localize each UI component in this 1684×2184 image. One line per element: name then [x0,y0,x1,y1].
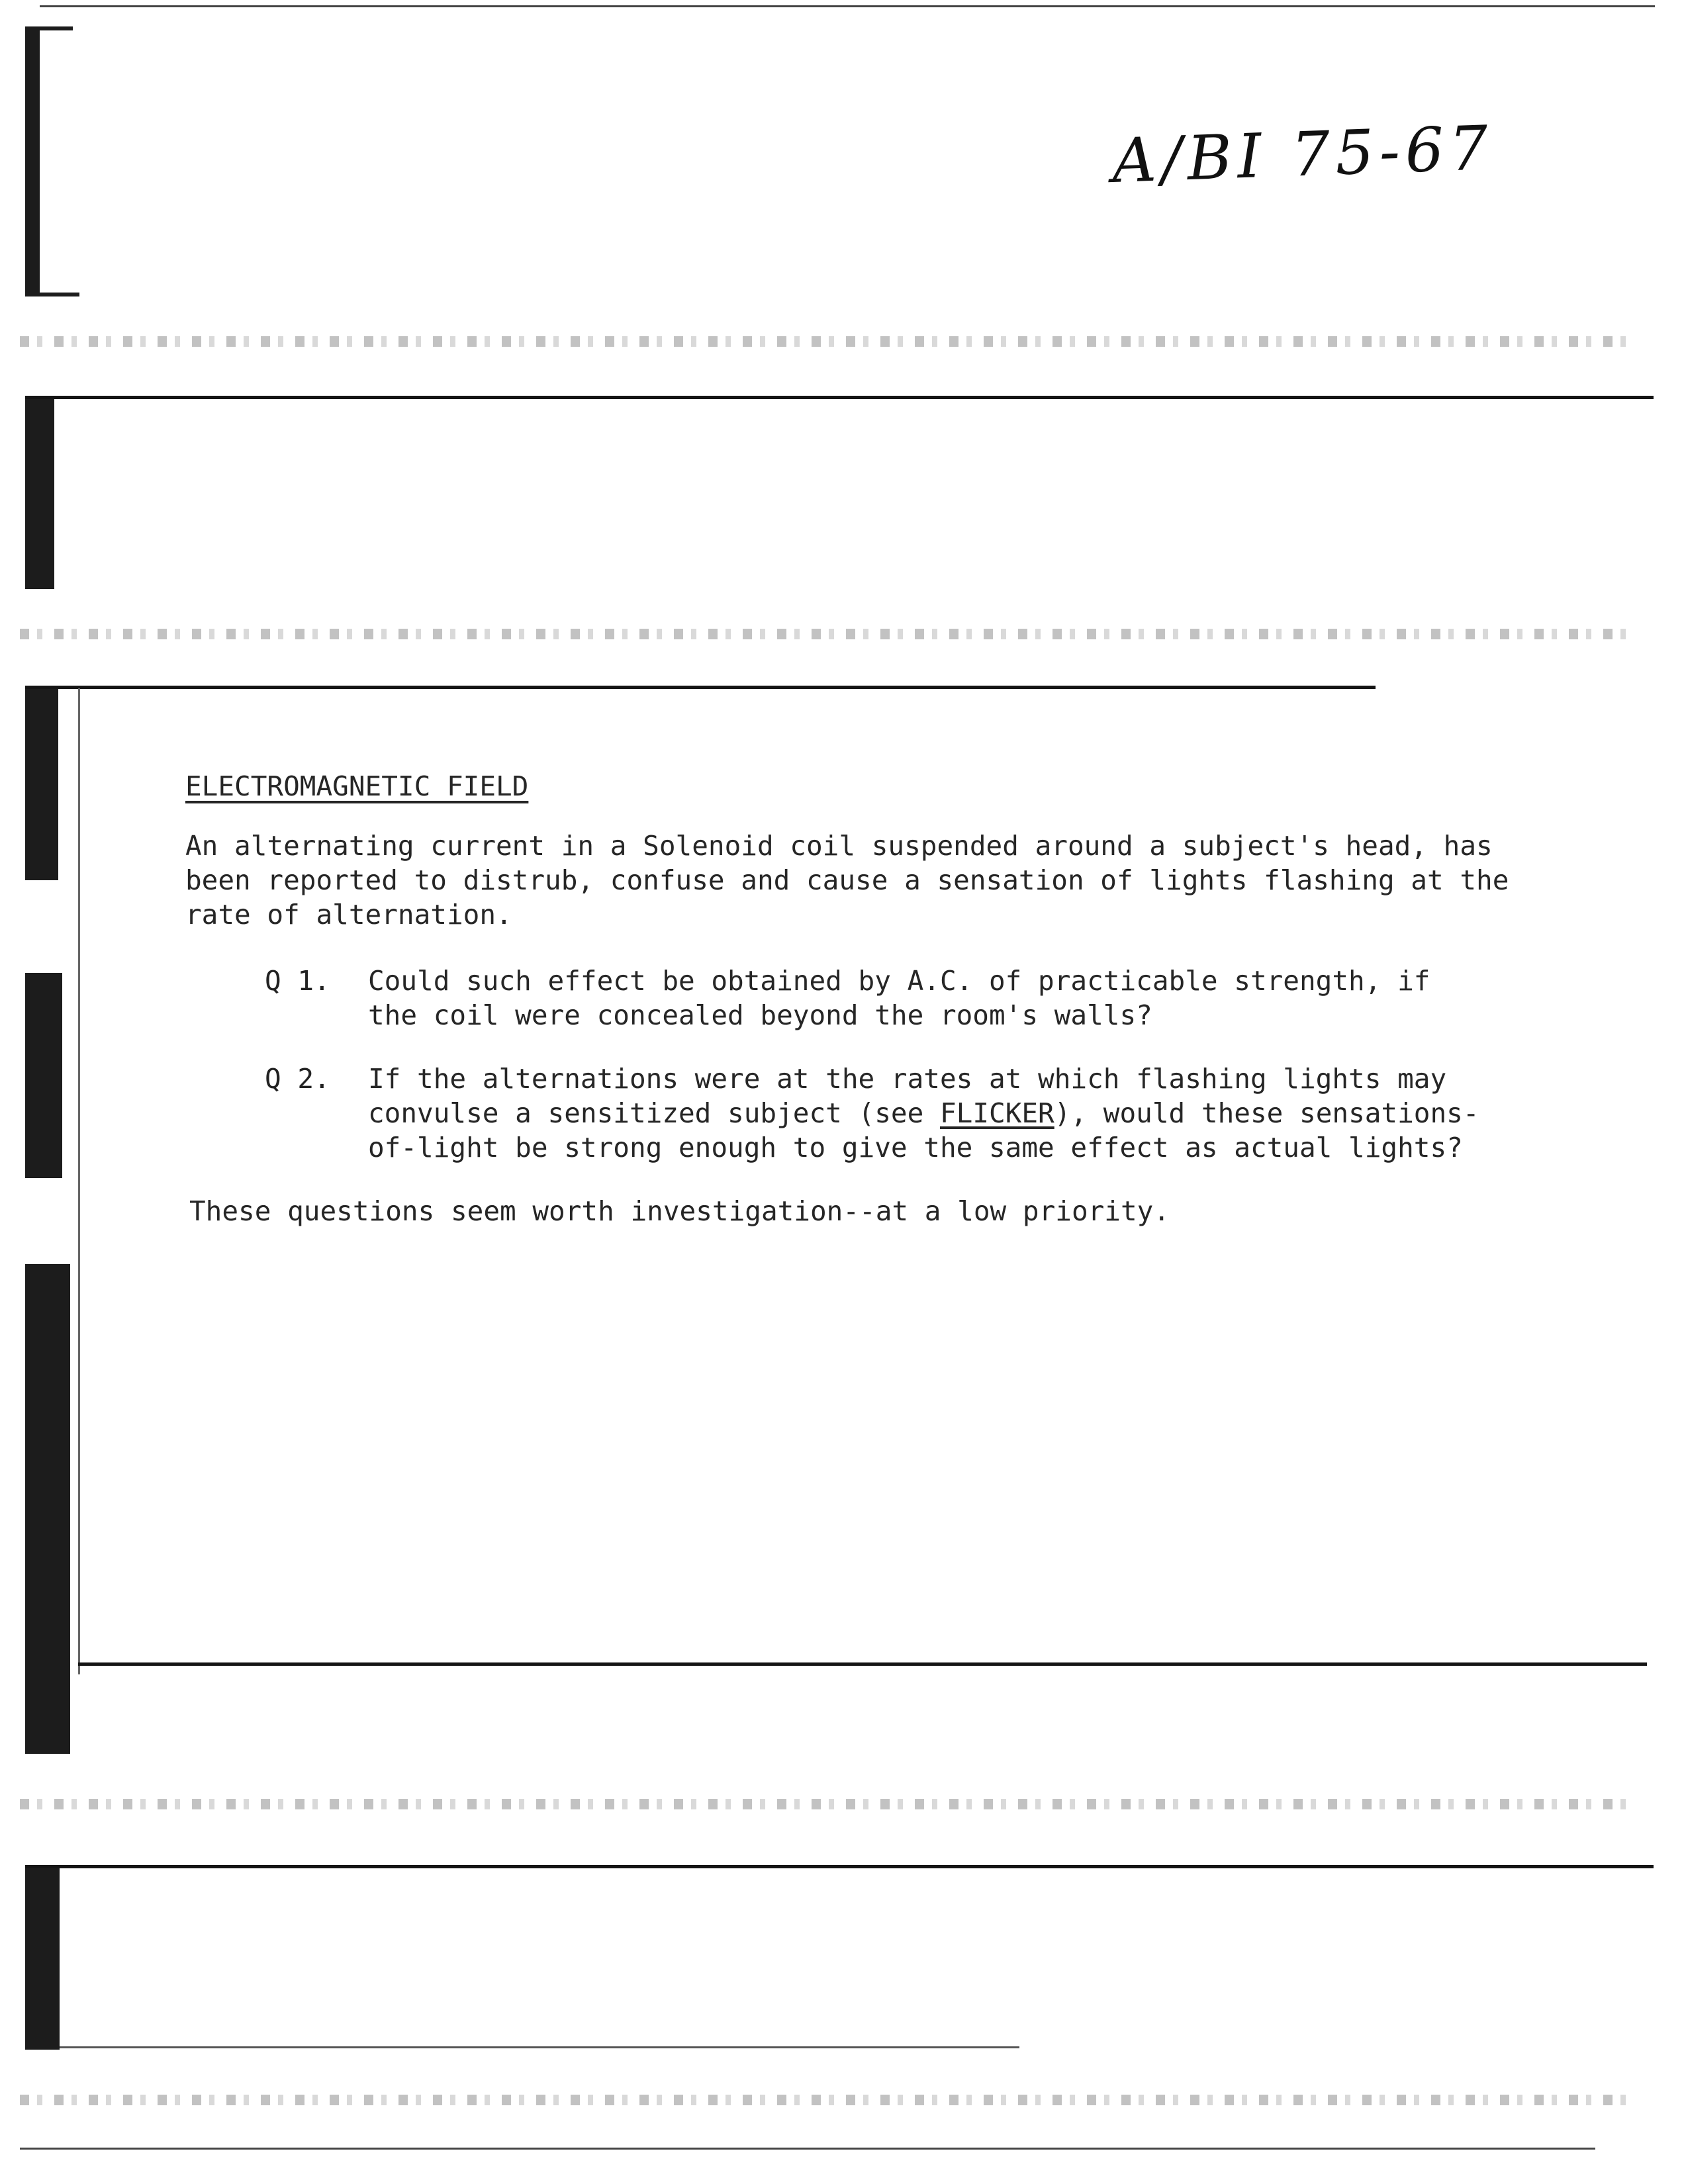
question-1-line-2: the coil were concealed beyond the room's walls? [368,999,1152,1031]
flicker-cross-reference: FLICKER [939,1097,1054,1129]
question-2-line-1: If the alternations were at the rates at which flashing lights may [368,1063,1447,1095]
intro-line-2: been reported to distrub, confuse and cause a sensation of lights flashing at the [185,864,1509,896]
scan-noise-strip [20,629,1635,639]
scan-noise-strip [20,336,1635,347]
intro-line-1: An alternating current in a Solenoid coil suspended around a subject's head, has [185,830,1493,862]
section-heading: ELECTROMAGNETIC FIELD [185,770,529,802]
question-1-line-1: Could such effect be obtained by A.C. of practicable strength, if [368,965,1430,997]
question-label: Q 1. [265,965,330,997]
handwritten-reference-code: A/BI 75-67 [1111,112,1495,197]
scan-noise-strip [20,1799,1635,1809]
question-2-line-2: convulse a sensitized subject (see FLICKER), would these sensations- [368,1097,1479,1129]
bottom-border-line [20,2148,1595,2150]
scan-noise-strip [20,2095,1635,2105]
intro-line-3: rate of alternation. [185,899,512,931]
closing-line: These questions seem worth investigation--at a low priority. [189,1195,1170,1227]
question-2-line-3: of-light be strong enough to give the same effect as actual lights? [368,1132,1463,1163]
question-label: Q 2. [265,1063,330,1095]
top-border-line [40,5,1655,7]
